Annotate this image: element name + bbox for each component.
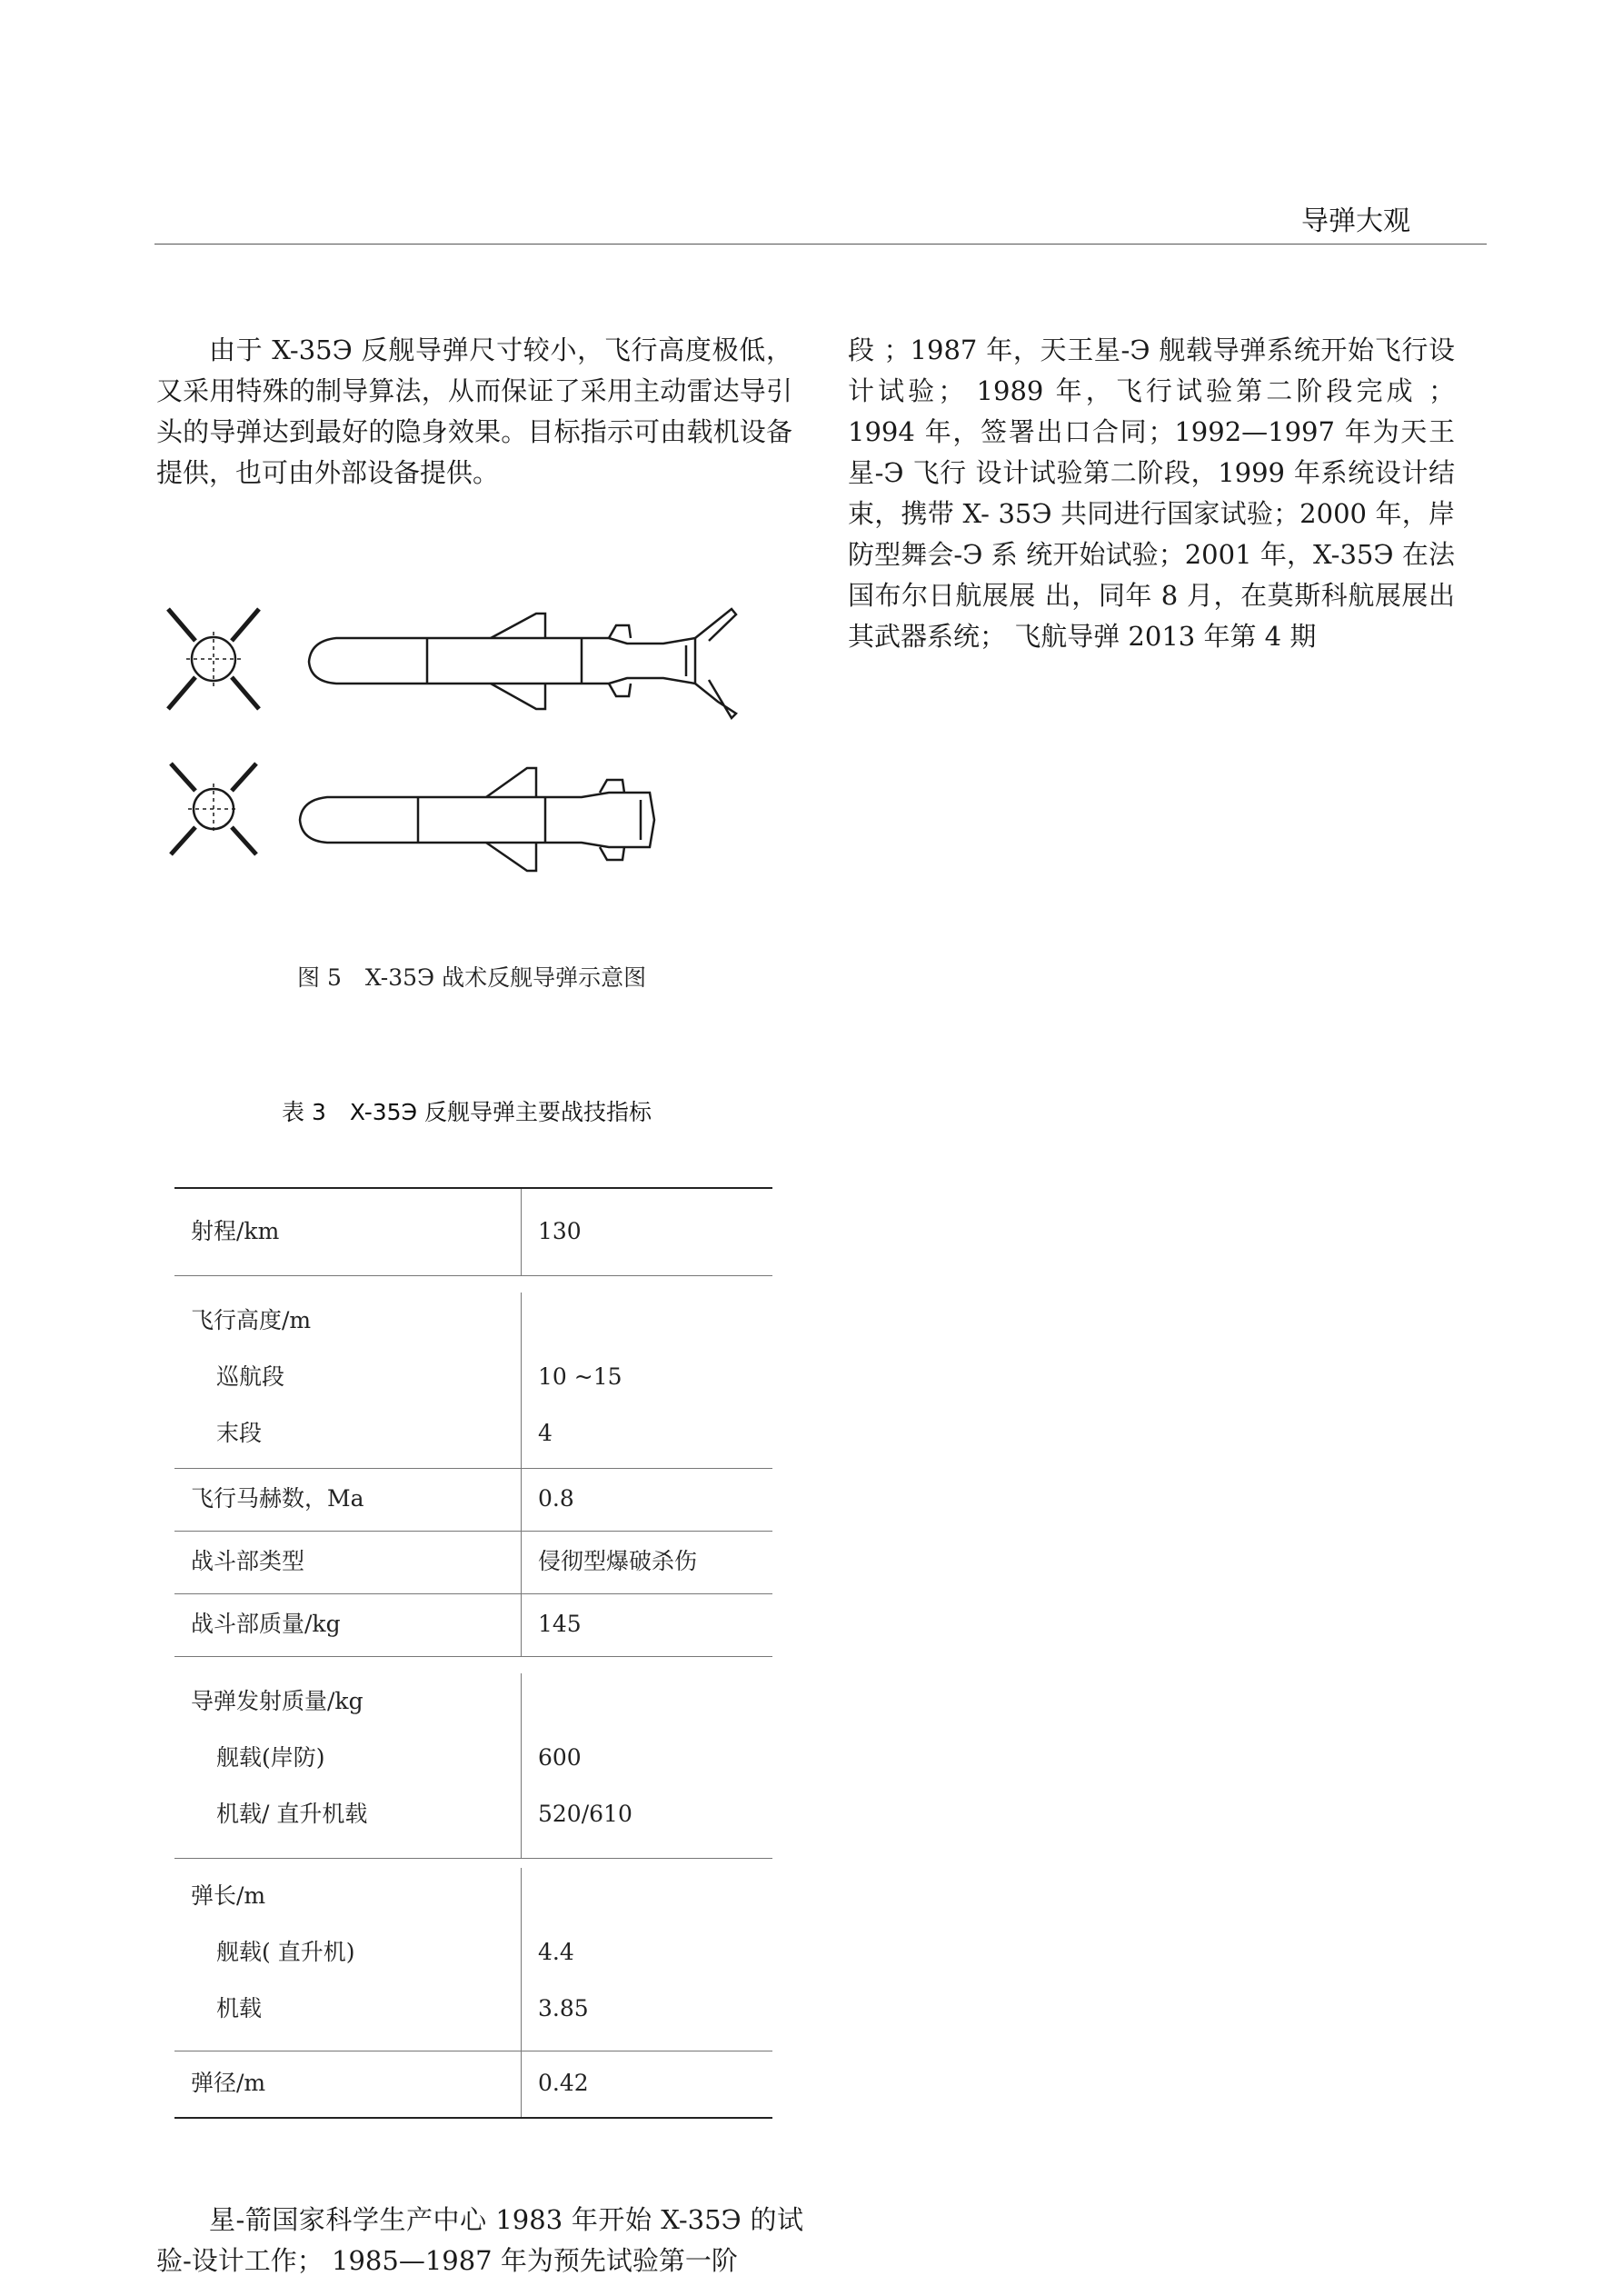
row-label: 弹长/m bbox=[191, 1882, 266, 1909]
table-row bbox=[174, 1189, 772, 1276]
row-sublabel: 舰载(岸防) bbox=[216, 1744, 325, 1771]
row-label: 飞行马赫数，Ma bbox=[191, 1485, 364, 1512]
table-row bbox=[174, 1657, 772, 1859]
figure-caption-number: 图 5 bbox=[297, 964, 342, 991]
row-sublabel: 机载/ 直升机载 bbox=[216, 1801, 368, 1827]
table-row bbox=[174, 1594, 772, 1657]
spec-table bbox=[174, 1187, 772, 2119]
body-paragraph-left-bottom: 星-箭国家科学生产中心 1983 年开始 X-35Э 的试验-设计工作； 1985—1987 年为预先试验第一阶 bbox=[156, 2204, 803, 2276]
body-paragraph-right: 段 ；1987 年，天王星-Э 舰载导弹系统开始飞行设 计试验； 1989 年，飞行试验第二阶段完成 ； 1994 年，签署出口合同；1992—1997 年为天王星-Э 飞行 设计试验第二阶段，1999 年系统设计结束，携带 X- 35Э 共同进行国家试验；2000 年，岸防型舞会-Э 系 统开始试验；2001 年，X-35Э 在法国布尔日航展展 出，同年 8 月，在莫斯科航展展出其武器系统； 飞航导弹 2013 年第 4 期 bbox=[848, 334, 1455, 652]
row-value: 520/610 bbox=[538, 1801, 632, 1827]
row-value: 侵彻型爆破杀伤 bbox=[538, 1548, 698, 1574]
row-value: 130 bbox=[538, 1218, 582, 1244]
table-caption-number: 表 3 bbox=[282, 1099, 326, 1125]
missile-diagram-svg bbox=[154, 582, 791, 882]
table-row bbox=[174, 1469, 772, 1532]
running-header-title: 导弹大观 bbox=[1301, 205, 1410, 237]
side-view-2 bbox=[300, 768, 654, 871]
row-value: 4.4 bbox=[538, 1939, 574, 1965]
table-caption bbox=[282, 1094, 675, 1127]
row-sublabel: 末段 bbox=[216, 1420, 263, 1446]
table-row bbox=[174, 1532, 772, 1594]
table-caption-text: X-35Э 反舰导弹主要战技指标 bbox=[349, 1099, 652, 1125]
row-value: 0.42 bbox=[538, 2070, 589, 2096]
row-label: 战斗部类型 bbox=[191, 1548, 305, 1574]
row-label: 射程/km bbox=[191, 1218, 280, 1244]
row-label: 飞行高度/m bbox=[191, 1307, 312, 1333]
row-label: 弹径/m bbox=[191, 2070, 266, 2096]
row-sublabel: 舰载( 直升机) bbox=[216, 1939, 355, 1965]
table-row bbox=[174, 2051, 772, 2117]
row-value: 10 ~15 bbox=[538, 1363, 622, 1390]
row-label: 战斗部质量/kg bbox=[191, 1611, 341, 1637]
header-divider bbox=[154, 244, 1487, 245]
row-sublabel: 机载 bbox=[216, 1995, 263, 2021]
row-sublabel: 巡航段 bbox=[216, 1363, 285, 1390]
missile-diagram bbox=[154, 582, 791, 882]
table-row bbox=[174, 1276, 772, 1469]
row-value: 0.8 bbox=[538, 1485, 574, 1512]
row-label: 导弹发射质量/kg bbox=[191, 1688, 363, 1714]
body-paragraph-left-top: 由于 X-35Э 反舰导弹尺寸较小，飞行高度极低，又采用特殊的制导算法，从而保证了采用主动雷达导引头的导弹达到最好的隐身效果。目标指示可由载机设备提供，也可由外部设备提供。 bbox=[156, 334, 792, 488]
figure-caption bbox=[297, 960, 670, 993]
row-value: 145 bbox=[538, 1611, 582, 1637]
row-value: 4 bbox=[538, 1420, 553, 1446]
front-view-1 bbox=[168, 609, 259, 709]
row-value: 3.85 bbox=[538, 1995, 589, 2021]
figure-caption-text: X-35Э 战术反舰导弹示意图 bbox=[364, 964, 647, 991]
side-view-1 bbox=[309, 609, 736, 718]
table-row bbox=[174, 1859, 772, 2051]
front-view-2 bbox=[171, 764, 256, 854]
row-value: 600 bbox=[538, 1744, 582, 1771]
